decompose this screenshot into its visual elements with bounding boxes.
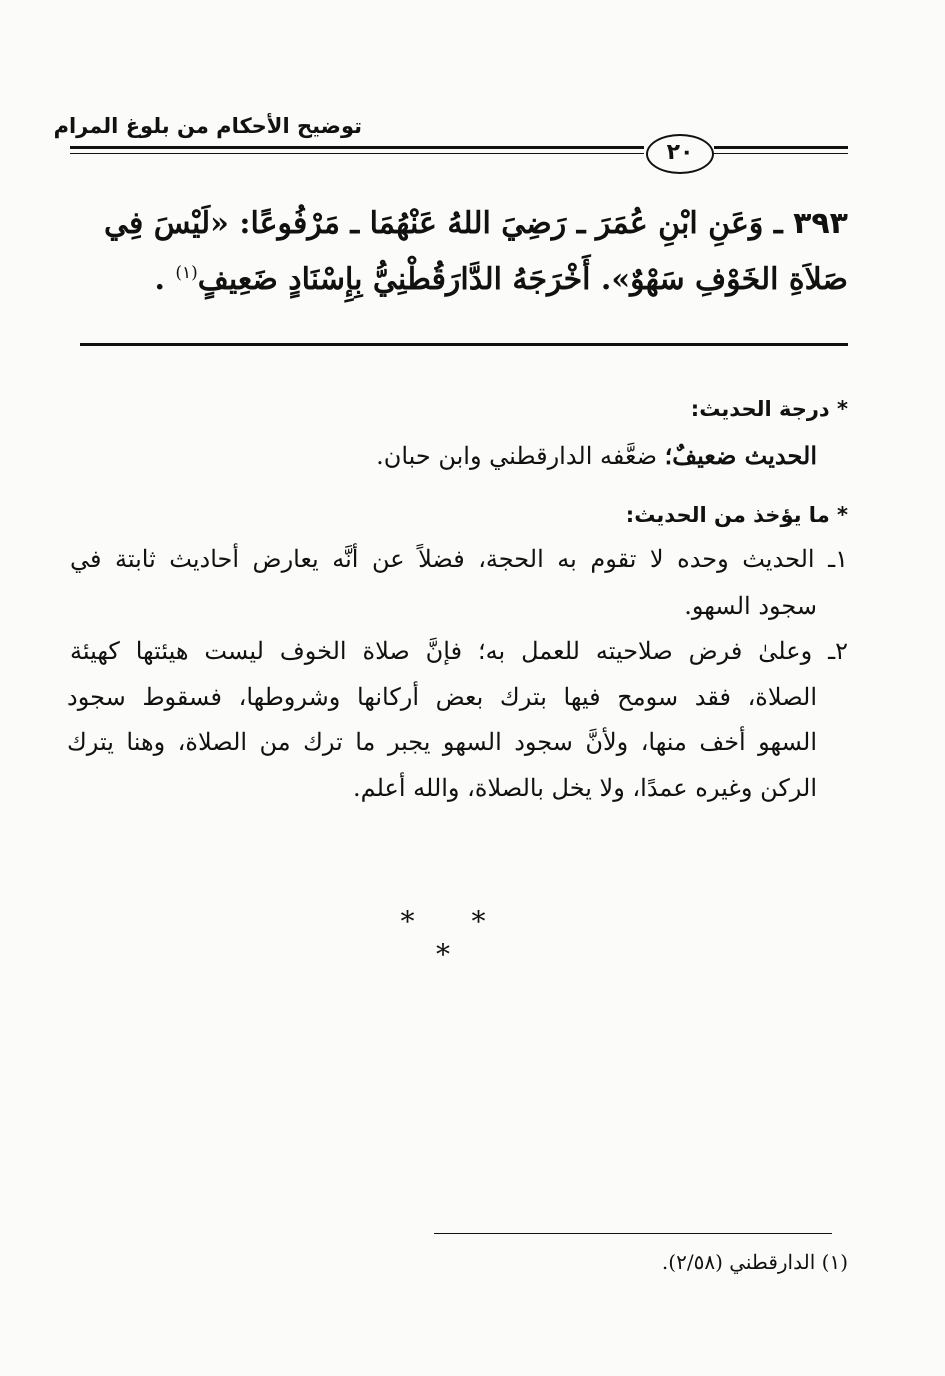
section-separator: [80, 343, 848, 346]
hadith-line-1: [70, 206, 848, 241]
header-rule-right-thin: [714, 153, 848, 154]
footnote-reference[interactable]: (١): [175, 263, 198, 283]
page-number: ٢٠: [646, 134, 714, 174]
running-title: توضيح الأحكام من بلوغ المرام: [53, 114, 362, 138]
header-rule-left-thin: [70, 153, 644, 154]
grade-strong: الحديث ضعيفٌ؛: [664, 441, 817, 470]
footnote-text: الدارقطني (٢/٥٨).: [661, 1250, 816, 1274]
lesson-1-line-1: ١ـ الحديث وحده لا تقوم به الحجة، فضلاً عن أنَّه يعارض أحاديث ثابتة في: [70, 545, 848, 573]
section-end-stars: * * *: [400, 905, 510, 971]
lesson-2-line-4: الركن وغيره عمدًا، ولا يخل بالصلاة، والله أعلم.: [352, 774, 817, 802]
hadith-text-2: صَلاَةِ الخَوْفِ سَهْوٌ». أَخْرَجَهُ الدَّارَقُطْنِيُّ بِإِسْنَادٍ ضَعِيفٍ: [197, 262, 848, 297]
hadith-text-1: وَعَنِ ابْنِ عُمَرَ ـ رَضِيَ اللهُ عَنْهُمَا ـ مَرْفُوعًا: «لَيْسَ فِي: [103, 206, 764, 241]
lesson-2-line-3: السهو أخف منها، ولأنَّ سجود السهو يجبر ما ترك من الصلاة، وهنا يترك: [67, 728, 817, 756]
footnote-marker: (١): [821, 1250, 848, 1274]
hadith-number: ٣٩٣: [793, 206, 848, 241]
footnote: [434, 1250, 848, 1274]
grade-rest: ضعَّفه الدارقطني وابن حبان.: [376, 442, 658, 470]
hadith-line-2: [70, 262, 848, 297]
lesson-2-line-2: الصلاة، فقد سومح فيها بترك بعض أركانها وشروطها، فسقوط سجود: [67, 683, 817, 711]
grade-text: [67, 441, 817, 470]
header-rule-left: [70, 146, 644, 149]
footnote-rule: [434, 1233, 832, 1234]
hadith-end: .: [154, 262, 165, 297]
grade-heading: * درجة الحديث:: [690, 397, 848, 421]
lessons-heading: * ما يؤخذ من الحديث:: [625, 503, 848, 527]
header-rule-right: [714, 146, 848, 149]
lesson-2-line-1: ٢ـ وعلىٰ فرض صلاحيته للعمل به؛ فإنَّ صلاة الخوف ليست هيئتها كهيئة: [70, 637, 848, 665]
lesson-1-line-2: سجود السهو.: [684, 592, 817, 620]
hadith-dash: ـ: [773, 206, 783, 241]
